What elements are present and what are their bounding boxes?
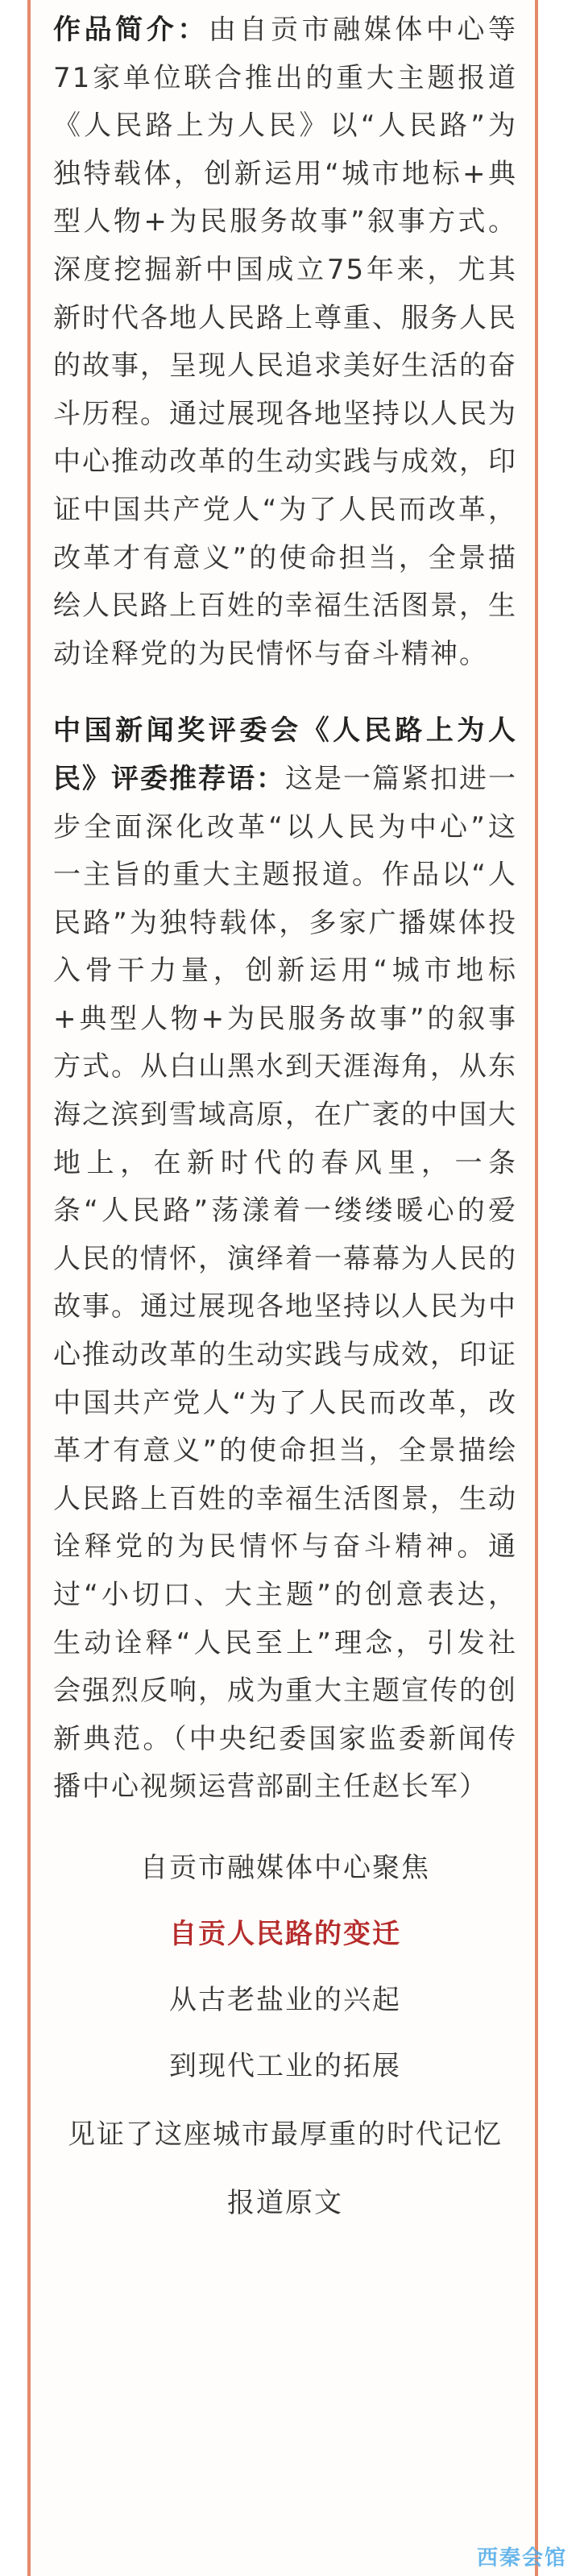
watermark-logo: 西秦会馆 (476, 2545, 567, 2570)
review-body: 这是一篇紧扣进一步全面深化改革“以人民为中心”这一主旨的重大主题报道。作品以“人民路”为独特载体，多家广播媒体投入骨干力量，创新运用“城市地标+典型人物+为民服务故事”的叙事方式。从白山黑水到天涯海角，从东海之滨到雪域高原，在广袤的中国大地上，在新时代的春风里，一条条“人民路”荡漾着一缕缕暖心的爱人民的情怀，演绎着一幕幕为人民的故事。通过展现各地坚持以人民为中心推动改革的生动实践与成效，印证中国共产党人“为了人民而改革，改革才有意义”的使命担当，全景描绘人民路上百姓的幸福生活图景，生动诠释党的为民情怀与奋斗精神。通过“小切口、大主题”的创意表达，生动诠释“人民至上”理念，引发社会强烈反响，成为重大主题宣传的创新典范。（中央纪委国家监委新闻传播中心视频运营部副主任赵长军） (53, 762, 517, 1804)
intro-lead: 作品简介： (53, 14, 209, 46)
intro-body: 由自贡市融媒体中心等71家单位联合推出的重大主题报道《人民路上为人民》以“人民路”为独特载体，创新运用“城市地标+典型人物+为民服务故事”叙事方式。深度挖掘新中国成立75年来，尤其新时代各地人民路上尊重、服务人民的故事，呈现人民追求美好生活的奋斗历程。通过展现各地坚持以人民为中心推动改革的生动实践与成效，印证中国共产党人“为了人民而改革，改革才有意义”的使命担当，全景描绘人民路上百姓的幸福生活图景，生动诠释党的为民情怀与奋斗精神。 (53, 14, 518, 670)
review-lead: 中国新闻奖评委会《人民路上为人民》评委推荐语： (53, 714, 517, 795)
feature-headline: 自贡人民路的变迁 (169, 1917, 401, 1950)
feature-line-3: 从古老盐业的兴起 (169, 1983, 401, 2016)
intro-paragraph (53, 6, 517, 678)
feature-block (53, 1847, 517, 2224)
original-report-link[interactable]: 报道原文 (227, 2186, 343, 2219)
article-content (53, 6, 517, 2248)
feature-line-1: 自贡市融媒体中心聚焦 (140, 1851, 430, 1884)
feature-line-5: 见证了这座城市最厚重的时代记忆 (68, 2118, 503, 2151)
review-paragraph (53, 707, 517, 1812)
feature-line-4: 到现代工业的拓展 (169, 2049, 401, 2082)
